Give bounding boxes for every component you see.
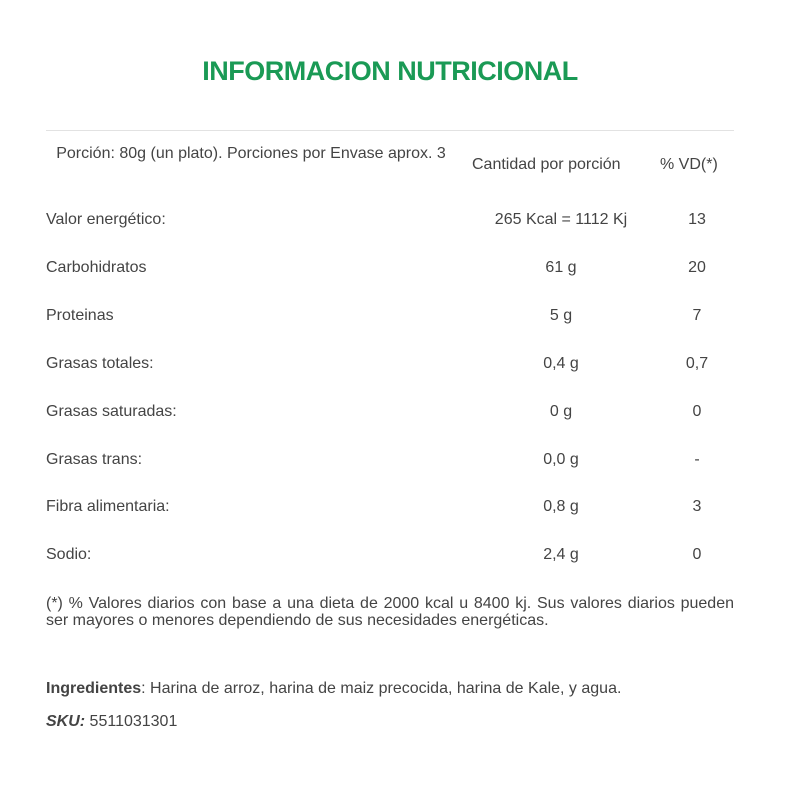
ingredients-text: : Harina de arroz, harina de maiz precocida, harina de Kale, y agua. (141, 680, 622, 697)
nutrient-name: Carbohidratos (46, 259, 147, 276)
nutrient-amount: 61 g (545, 259, 577, 276)
nutrient-vd: 0 (692, 403, 702, 420)
table-row (46, 355, 734, 379)
nutrient-vd: 0 (692, 546, 702, 563)
page-title: INFORMACION NUTRICIONAL (202, 56, 578, 86)
table-row (46, 451, 734, 475)
sku-label: SKU: (46, 713, 86, 730)
nutrient-name: Sodio: (46, 546, 92, 563)
nutrient-amount: 2,4 g (543, 546, 579, 563)
table-row (46, 498, 734, 522)
nutrient-name: Valor energético: (46, 211, 166, 228)
ingredients (46, 680, 746, 698)
nutrient-vd: 3 (692, 498, 702, 515)
table-row (46, 546, 734, 570)
nutrient-amount: 0,4 g (543, 355, 579, 372)
nutrient-vd: 0,7 (685, 355, 709, 372)
table-row (46, 259, 734, 283)
table-row (46, 211, 734, 235)
sku (46, 713, 177, 731)
sku-value: 5511031301 (85, 713, 178, 730)
nutrient-vd: - (694, 451, 700, 468)
nutrient-vd: 13 (688, 211, 706, 228)
vd-footnote: (*) % Valores diarios con base a una dieta de 2000 kcal u 8400 kj. Sus valores diarios pueden ser mayores o menores dependiendo de sus necesidades energéticas. (46, 595, 734, 629)
nutrient-name: Grasas trans: (46, 451, 143, 468)
nutrient-amount: 0,8 g (543, 498, 579, 515)
amount-header: Cantidad por porción (472, 156, 621, 173)
ingredients-label: Ingredientes (46, 680, 142, 697)
table-row (46, 403, 734, 427)
nutrient-amount: 0,0 g (543, 451, 579, 468)
table-header (46, 145, 734, 185)
nutrient-vd: 7 (692, 307, 702, 324)
vd-header: % VD(*) (660, 156, 718, 173)
nutrient-name: Grasas totales: (46, 355, 154, 372)
nutrition-table (46, 145, 734, 563)
divider (46, 130, 734, 131)
nutrient-amount: 265 Kcal = 1112 Kj (494, 211, 628, 228)
nutrient-vd: 20 (688, 259, 706, 276)
portion-header: Porción: 80g (un plato). Porciones por Envase aprox. 3 (56, 145, 446, 162)
nutrient-name: Grasas saturadas: (46, 403, 177, 420)
nutrient-name: Proteinas (46, 307, 114, 324)
nutrient-name: Fibra alimentaria: (46, 498, 170, 515)
nutrient-amount: 0 g (549, 403, 573, 420)
table-row (46, 307, 734, 331)
nutrient-amount: 5 g (549, 307, 573, 324)
